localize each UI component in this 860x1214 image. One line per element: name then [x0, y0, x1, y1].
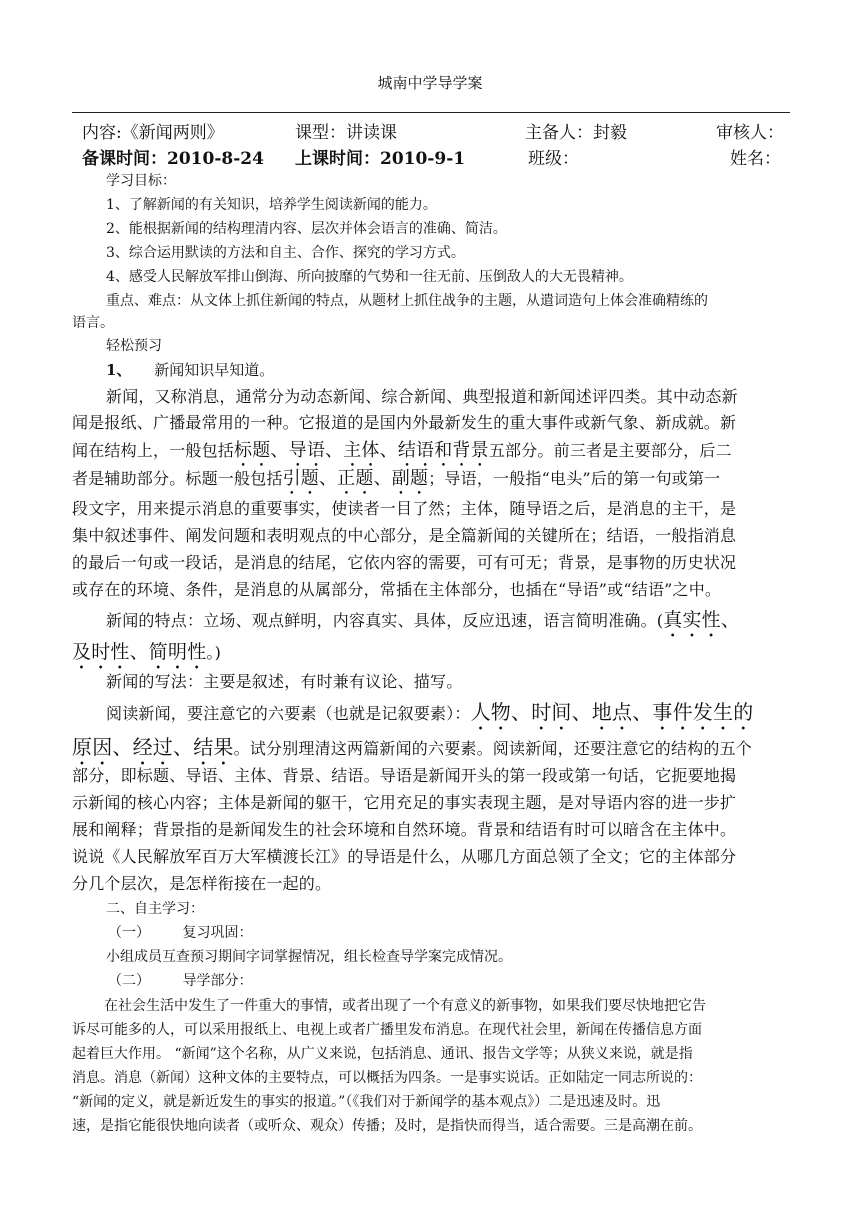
preview-subheading [106, 359, 274, 380]
guide-line: “新闻的定义，就是新近发生的事实的报道。”（《我们对于新闻学的基本观点》）二是迅速及时。迅 [72, 1094, 661, 1110]
paragraph-line: 段文字，用来提示消息的重要事实，使读者一目了然；主体，随导语之后，是消息的主干，是 [72, 499, 737, 518]
self-study-heading: 二、自主学习： [106, 901, 204, 917]
reading-line [106, 696, 753, 735]
goal-item: 3、综合运用默读的方法和自主、合作、探究的学习方式。 [106, 245, 465, 261]
page-title: 城南中学导学案 [377, 74, 483, 92]
paragraph-line: 分几个层次，是怎样衔接在一起的。 [72, 874, 332, 893]
paragraph-line: 说说《人民解放军百万大军横渡长江》的导语是什么，从哪几方面总领了全文；它的主体部分 [72, 847, 737, 866]
paragraph-line: 展和阐释；背景指的是新闻发生的社会环境和自然环境。背景和结语有时可以暗含在主体中。 [72, 820, 737, 839]
paragraph-line: 新闻，又称消息，通常分为动态新闻、综合新闻、典型报道和新闻述评四类。其中动态新 [106, 387, 738, 406]
preview-heading: 轻松预习 [106, 338, 162, 354]
emphasized-text: 原因、经过、结果 [72, 735, 234, 759]
guide-line: 诉尽可能多的人，可以采用报纸上、电视上或者广播里发布消息。在现代社会里，新闻在传播信息方面 [72, 1022, 702, 1038]
emphasized-text: 引题、正题、副题 [282, 468, 429, 489]
text-segment: 阅读新闻，要注意它的六要素（也就是记叙要素）： [106, 704, 471, 723]
guide-line: 起着巨大作用。 “新闻”这个名称，从广义来说，包括消息、通讯、报告文学等；从狭义来说，就是指 [72, 1046, 693, 1062]
paragraph-line: 集中叙述事件、阐发问题和表明观点的中心部分，是全篇新闻的关键所在；结语，一般指消息 [72, 526, 737, 545]
guide-line: 在社会生活中发生了一件重大的事情，或者出现了一个有意义的新事物，如果我们要尽快地把它告 [104, 998, 706, 1014]
part-number: （二） [108, 973, 150, 989]
self-study-part1-text: 小组成员互查预习期间字词掌握情况，组长检查导学案完成情况。 [106, 949, 512, 965]
goal-item: 1、了解新闻的有关知识，培养学生阅读新闻的能力。 [106, 197, 437, 213]
part-title: 复习巩固： [182, 925, 253, 941]
header-reviewer: 审核人： [716, 123, 784, 143]
preview-subheading-number: 1、 [106, 361, 132, 379]
text-segment: 新闻的特点：立场、观点鲜明，内容真实、具体，反应迅速，语言简明准确。( [106, 611, 664, 630]
header-prep-time: 备课时间：2010-8-24 [82, 149, 264, 169]
emphasized-text: 及时性、简明性 [72, 641, 207, 663]
header-divider [72, 112, 790, 113]
text-segment: 五部分。前三者是主要部分，后二 [488, 441, 732, 460]
emphasized-text: 标题、导语、主体、结语和背景 [234, 440, 489, 461]
guide-line: 消息。消息（新闻）这种文体的主要特点，可以概括为四条。一是事实说话。正如陆定一同志所说的： [72, 1070, 702, 1086]
emphasized-text: 真实性、 [663, 609, 741, 631]
goals-heading: 学习目标： [106, 173, 176, 189]
emphasized-text: 人物、时间、地点、事件发生的 [470, 700, 754, 724]
self-study-part2 [108, 970, 252, 990]
paragraph-line: 部分，即标题、导语、主体、背景、结语。导语是新闻开头的第一段或第一句话，它扼要地揭 [72, 766, 737, 785]
paragraph-line: 的最后一句或一段话，是消息的结尾，它依内容的需要，可有可无；背景，是事物的历史状况 [72, 553, 737, 572]
text-segment: ；导语，一般指“电头”后的第一句或第一 [428, 469, 721, 488]
goal-item: 2、能根据新闻的结构理清内容、层次并体会语言的准确、简洁。 [106, 221, 507, 237]
part-title: 导学部分： [182, 973, 253, 989]
part-number: （一） [108, 925, 150, 941]
header-class-time: 上课时间：2010-9-1 [295, 149, 466, 169]
paragraph-line: 闻是报纸、广播最常用的一种。它报道的是国内外最新发生的重大事件或新气象、新成就。新 [72, 413, 737, 432]
header-content: 内容:《新闻两则》 [82, 123, 224, 143]
preview-subheading-title: 新闻知识早知道。 [154, 361, 275, 379]
header-lesson-type: 课型：讲读课 [295, 123, 397, 143]
goal-item: 4、感受人民解放军排山倒海、所向披靡的气势和一往无前、压倒敌人的大无畏精神。 [106, 269, 633, 285]
paragraph-line: 或存在的环境、条件，是消息的从属部分，常插在主体部分，也插在“导语”或“结语”之中。 [72, 580, 722, 599]
text-segment: 闻在结构上，一般包括 [72, 441, 235, 460]
key-points: 重点、难点：从文体上抓住新闻的特点，从题材上抓住战争的主题，从遣词造句上体会准确精练的 [106, 293, 708, 309]
text-segment: 。) [206, 643, 222, 662]
paragraph-line: 示新闻的核心内容；主体是新闻的躯干，它用充足的事实表现主题，是对导语内容的进一步扩 [72, 793, 737, 812]
paragraph-line [72, 464, 720, 499]
header-class: 班级： [528, 149, 579, 169]
guide-line: 速，是指它能很快地向读者（或听众、观众）传播；及时，是指快而得当，适合需要。三是高潮在前。 [72, 1118, 702, 1134]
key-points-continued: 语言。 [72, 315, 114, 331]
header-preparer: 主备人：封毅 [525, 123, 627, 143]
self-study-part1 [108, 922, 252, 942]
text-segment: 。试分别理清这两篇新闻的六要素。阅读新闻，还要注意它的结构的五个 [233, 739, 753, 758]
header-name: 姓名： [730, 149, 781, 169]
writing-method: 新闻的写法：主要是叙述，有时兼有议论、描写。 [106, 672, 463, 691]
text-segment: 者是辅助部分。标题一般包括 [72, 469, 283, 488]
